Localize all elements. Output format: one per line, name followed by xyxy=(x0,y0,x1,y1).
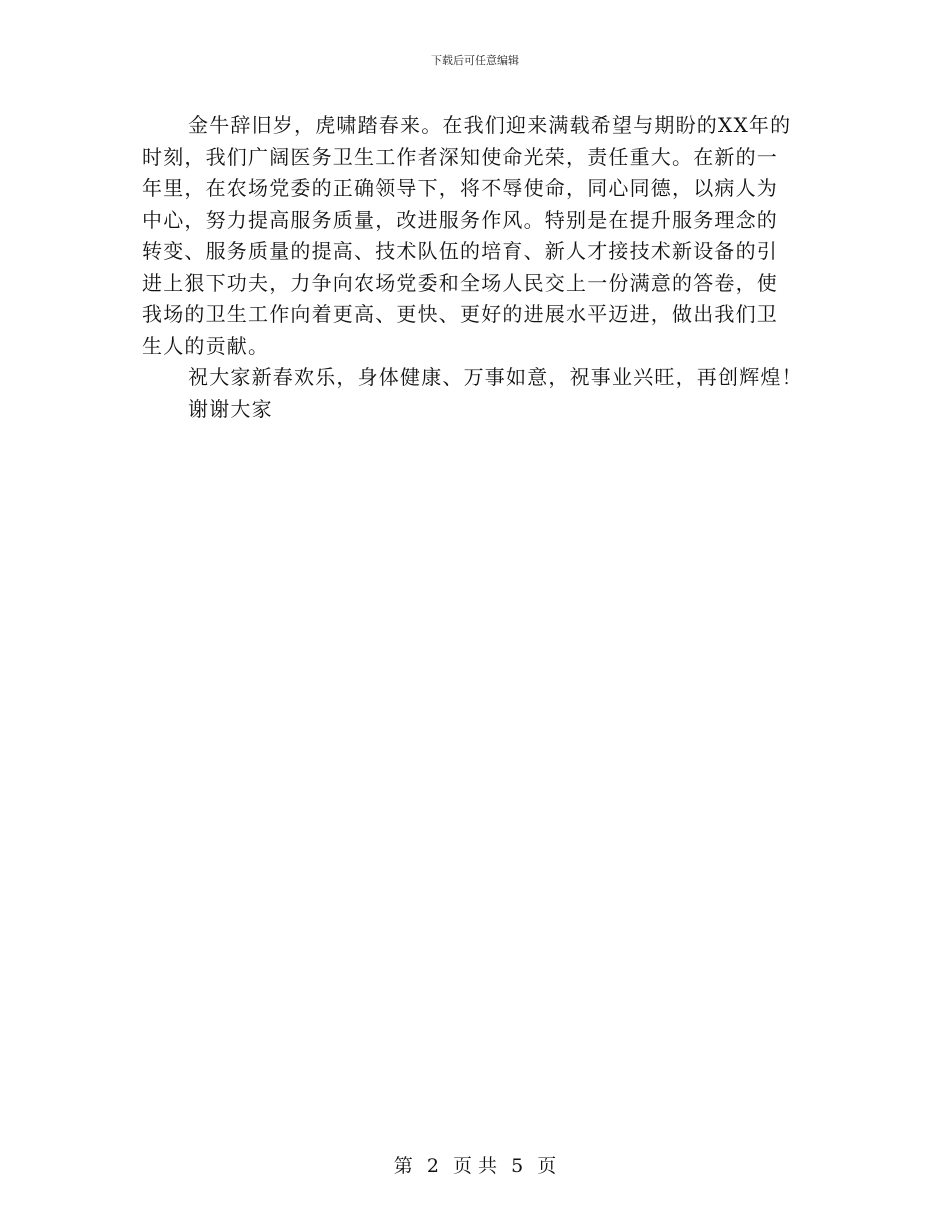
page-header: 下载后可任意编辑 xyxy=(431,54,519,67)
paragraph-1-line-1: 金牛辞旧岁，虎啸踏春来。在我们迎来满载希望与期盼的XX年的 xyxy=(188,113,792,137)
paragraph-1-line-3: 年里，在农场党委的正确领导下，将不辱使命，同心同德，以病人为 xyxy=(142,176,778,200)
footer-total-pages: 5 xyxy=(511,1155,524,1177)
footer-suffix: 页 xyxy=(537,1155,557,1177)
paragraph-1-line-2: 时刻，我们广阔医务卫生工作者深知使命光荣，责任重大。在新的一 xyxy=(142,144,778,169)
footer-current-page: 2 xyxy=(426,1155,439,1177)
page-footer xyxy=(0,1154,950,1178)
paragraph-1-line-6: 进上狠下功夫，力争向农场党委和全场人民交上一份满意的答卷，使 xyxy=(142,270,778,295)
footer-middle: 页 共 xyxy=(452,1155,498,1177)
paragraph-1-line-5: 转变、服务质量的提高、技术队伍的培育、新人才接技术新设备的引 xyxy=(142,239,778,263)
paragraph-1-line-4: 中心，努力提高服务质量，改进服务作风。特别是在提升服务理念的 xyxy=(142,207,778,232)
paragraph-1-line-7: 我场的卫生工作向着更高、更快、更好的进展水平迈进，做出我们卫 xyxy=(142,302,778,326)
paragraph-2: 祝大家新春欢乐，身体健康、万事如意，祝事业兴旺，再创辉煌！ xyxy=(188,365,803,389)
document-body xyxy=(142,110,807,425)
paragraph-1-line-8: 生人的贡献。 xyxy=(142,333,270,358)
footer-prefix: 第 xyxy=(393,1155,413,1177)
paragraph-3: 谢谢大家 xyxy=(188,396,273,421)
